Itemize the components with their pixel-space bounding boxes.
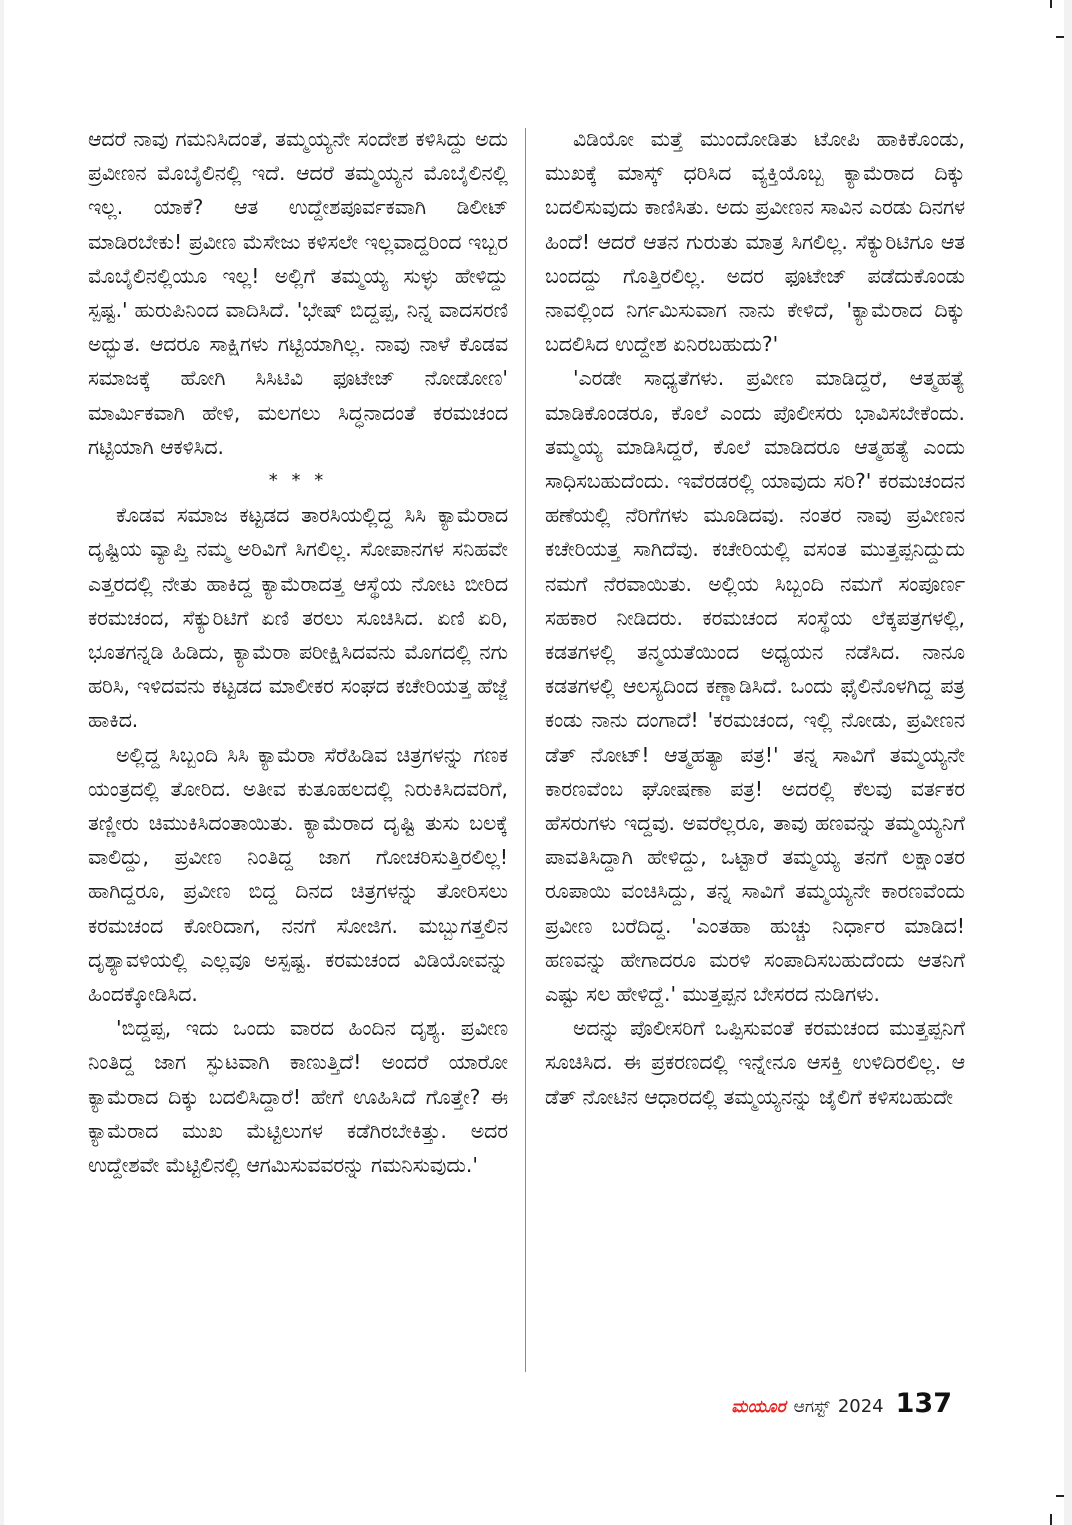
- crop-mark-bottom-right-horizontal: [1056, 1495, 1064, 1497]
- crop-mark-bottom-right-vertical: [1050, 1514, 1052, 1525]
- paragraph: ಆದರೆ ನಾವು ಗಮನಿಸಿದಂತೆ, ತಮ್ಮಯ್ಯನೇ ಸಂದೇಶ ಕಳಿಸಿದ್ದು ಅದು ಪ್ರವೀಣನ ಮೊಬೈಲಿನಲ್ಲಿ ಇದೆ. ಆದರೆ ತಮ್ಮಯ್ಯನ ಮೊಬೈಲಿನಲ್ಲಿ ಇಲ್ಲ. ಯಾಕೆ? ಆತ ಉದ್ದೇಶಪೂರ್ವಕವಾಗಿ ಡಿಲೀಟ್ ಮಾಡಿರಬೇಕು! ಪ್ರವೀಣ ಮೆಸೇಜು ಕಳಿಸಲೇ ಇಲ್ಲವಾದ್ದರಿಂದ ಇಬ್ಬರ ಮೊಬೈಲಿನಲ್ಲಿಯೂ ಇಲ್ಲ! ಅಲ್ಲಿಗೆ ತಮ್ಮಯ್ಯ ಸುಳ್ಳು ಹೇಳಿದ್ದು ಸ್ಪಷ್ಟ.' ಹುರುಪಿನಿಂದ ವಾದಿಸಿದೆ. 'ಭೇಷ್ ಬಿದ್ದಪ್ಪ, ನಿನ್ನ ವಾದಸರಣಿ ಅದ್ಭುತ. ಆದರೂ ಸಾಕ್ಷಿಗಳು ಗಟ್ಟಿಯಾಗಿಲ್ಲ. ನಾವು ನಾಳೆ ಕೊಡವ ಸಮಾಜಕ್ಕೆ ಹೋಗಿ ಸಿಸಿಟಿವಿ ಫೂಟೇಜ್ ನೋಡೋಣ' ಮಾರ್ಮಿಕವಾಗಿ ಹೇಳಿ, ಮಲಗಲು ಸಿದ್ಧನಾದಂತೆ ಕರಮಚಂದ ಗಟ್ಟಿಯಾಗಿ ಆಕಳಿಸಿದ.: [88, 127, 508, 459]
- crop-mark-top-right-vertical: [1050, 0, 1052, 8]
- crop-mark-top-right-horizontal: [1056, 36, 1064, 38]
- paragraph: ಅದನ್ನು ಪೊಲೀಸರಿಗೆ ಒಪ್ಪಿಸುವಂತೆ ಕರಮಚಂದ ಮುತ್ತಪ್ಪನಿಗೆ ಸೂಚಿಸಿದ. ಈ ಪ್ರಕರಣದಲ್ಲಿ ಇನ್ನೇನೂ ಆಸಕ್ತಿ ಉಳಿದಿರಲಿಲ್ಲ. ಆ ಡೆತ್ ನೋಟಿನ ಆಧಾರದಲ್ಲಿ ತಮ್ಮಯ್ಯನನ್ನು ಜೈಲಿಗೆ ಕಳಿಸಬಹುದೇ: [545, 1016, 965, 1109]
- paragraph: 'ಎರಡೇ ಸಾಧ್ಯತೆಗಳು. ಪ್ರವೀಣ ಮಾಡಿದ್ದರೆ, ಆತ್ಮಹತ್ಯೆ ಮಾಡಿಕೊಂಡರೂ, ಕೊಲೆ ಎಂದು ಪೊಲೀಸರು ಭಾವಿಸಬೇಕೆಂದು. ತಮ್ಮಯ್ಯ ಮಾಡಿಸಿದ್ದರೆ, ಕೊಲೆ ಮಾಡಿದರೂ ಆತ್ಮಹತ್ಯೆ ಎಂದು ಸಾಧಿಸಬಹುದೆಂದು. ಇವೆರಡರಲ್ಲಿ ಯಾವುದು ಸರಿ?' ಕರಮಚಂದನ ಹಣೆಯಲ್ಲಿ ನೆರಿಗೆಗಳು ಮೂಡಿದವು. ನಂತರ ನಾವು ಪ್ರವೀಣನ ಕಚೇರಿಯತ್ತ ಸಾಗಿದೆವು. ಕಚೇರಿಯಲ್ಲಿ ವಸಂತ ಮುತ್ತಪ್ಪನಿದ್ದುದು ನಮಗೆ ನೆರವಾಯಿತು. ಅಲ್ಲಿಯ ಸಿಬ್ಬಂದಿ ನಮಗೆ ಸಂಪೂರ್ಣ ಸಹಕಾರ ನೀಡಿದರು. ಕರಮಚಂದ ಸಂಸ್ಥೆಯ ಲೆಕ್ಕಪತ್ರಗಳಲ್ಲಿ, ಕಡತಗಳಲ್ಲಿ ತನ್ಮಯತೆಯಿಂದ ಅಧ್ಯಯನ ನಡೆಸಿದ. ನಾನೂ ಕಡತಗಳಲ್ಲಿ ಆಲಸ್ಯದಿಂದ ಕಣ್ಣಾಡಿಸಿದೆ. ಒಂದು ಫೈಲಿನೊಳಗಿದ್ದ ಪತ್ರ ಕಂಡು ನಾನು ದಂಗಾದೆ! 'ಕರಮಚಂದ, ಇಲ್ಲಿ ನೋಡು, ಪ್ರವೀಣನ ಡೆತ್ ನೋಟ್! ಆತ್ಮಹತ್ಯಾ ಪತ್ರ!' ತನ್ನ ಸಾವಿಗೆ ತಮ್ಮಯ್ಯನೇ ಕಾರಣವೆಂಬ ಘೋಷಣಾ ಪತ್ರ! ಅದರಲ್ಲಿ ಕೆಲವು ವರ್ತಕರ ಹೆಸರುಗಳು ಇದ್ದವು. ಅವರೆಲ್ಲರೂ, ತಾವು ಹಣವನ್ನು ತಮ್ಮಯ್ಯನಿಗೆ ಪಾವತಿಸಿದ್ದಾಗಿ ಹೇಳಿದ್ದು, ಒಟ್ಟಾರೆ ತಮ್ಮಯ್ಯ ತನಗೆ ಲಕ್ಷಾಂತರ ರೂಪಾಯಿ ವಂಚಿಸಿದ್ದು, ತನ್ನ ಸಾವಿಗೆ ತಮ್ಮಯ್ಯನೇ ಕಾರಣವೆಂದು ಪ್ರವೀಣ ಬರೆದಿದ್ದ. 'ಎಂತಹಾ ಹುಚ್ಚು ನಿರ್ಧಾರ ಮಾಡಿದ! ಹಣವನ್ನು ಹೇಗಾದರೂ ಮರಳಿ ಸಂಪಾದಿಸಬಹುದೆಂದು ಆತನಿಗೆ ಎಷ್ಟು ಸಲ ಹೇಳಿದ್ದೆ.' ಮುತ್ತಪ್ಪನ ಬೇಸರದ ನುಡಿಗಳು.: [545, 366, 965, 1007]
- magazine-name: ಮಯೂರ: [731, 1397, 786, 1417]
- paragraph: 'ಬಿದ್ದಪ್ಪ, ಇದು ಒಂದು ವಾರದ ಹಿಂದಿನ ದೃಶ್ಯ. ಪ್ರವೀಣ ನಿಂತಿದ್ದ ಜಾಗ ಸ್ಫುಟವಾಗಿ ಕಾಣುತ್ತಿದೆ! ಅಂದರೆ ಯಾರೋ ಕ್ಯಾಮೆರಾದ ದಿಕ್ಕು ಬದಲಿಸಿದ್ದಾರೆ! ಹೇಗೆ ಊಹಿಸಿದೆ ಗೊತ್ತೇ? ಈ ಕ್ಯಾಮೆರಾದ ಮುಖ ಮೆಟ್ಟಿಲುಗಳ ಕಡೆಗಿರಬೇಕಿತ್ತು. ಅದರ ಉದ್ದೇಶವೇ ಮೆಟ್ಟಿಲಿನಲ್ಲಿ ಆಗಮಿಸುವವರನ್ನು ಗಮನಿಸುವುದು.': [88, 1016, 508, 1178]
- left-text-column: [88, 122, 508, 1182]
- page-number: 137: [895, 1388, 952, 1419]
- issue-month: ಆಗಸ್ಟ್: [793, 1397, 830, 1417]
- section-separator: * * *: [268, 470, 328, 492]
- issue-year: 2024: [837, 1396, 884, 1417]
- page-footer: [731, 1388, 952, 1419]
- right-text-column: [545, 122, 965, 1114]
- magazine-page: [4, 0, 1064, 1525]
- paragraph: ಕೊಡವ ಸಮಾಜ ಕಟ್ಟಡದ ತಾರಸಿಯಲ್ಲಿದ್ದ ಸಿಸಿ ಕ್ಯಾಮೆರಾದ ದೃಷ್ಟಿಯ ವ್ಯಾಪ್ತಿ ನಮ್ಮ ಅರಿವಿಗೆ ಸಿಗಲಿಲ್ಲ. ಸೋಪಾನಗಳ ಸನಿಹವೇ ಎತ್ತರದಲ್ಲಿ ನೇತು ಹಾಕಿದ್ದ ಕ್ಯಾಮೆರಾದತ್ತ ಆಸ್ಥೆಯ ನೋಟ ಬೀರಿದ ಕರಮಚಂದ, ಸೆಕ್ಯುರಿಟಿಗೆ ಏಣಿ ತರಲು ಸೂಚಿಸಿದ. ಏಣಿ ಏರಿ, ಭೂತಗನ್ನಡಿ ಹಿಡಿದು, ಕ್ಯಾಮೆರಾ ಪರೀಕ್ಷಿಸಿದವನು ಮೊಗದಲ್ಲಿ ನಗು ಹರಿಸಿ, ಇಳಿದವನು ಕಟ್ಟಡದ ಮಾಲೀಕರ ಸಂಘದ ಕಚೇರಿಯತ್ತ ಹೆಜ್ಜೆ ಹಾಕಿದ.: [88, 503, 508, 733]
- paragraph: ವಿಡಿಯೋ ಮತ್ತೆ ಮುಂದೋಡಿತು ಟೋಪಿ ಹಾಕಿಕೊಂಡು, ಮುಖಕ್ಕೆ ಮಾಸ್ಕ್ ಧರಿಸಿದ ವ್ಯಕ್ತಿಯೊಬ್ಬ ಕ್ಯಾಮೆರಾದ ದಿಕ್ಕು ಬದಲಿಸುವುದು ಕಾಣಿಸಿತು. ಅದು ಪ್ರವೀಣನ ಸಾವಿನ ಎರಡು ದಿನಗಳ ಹಿಂದೆ! ಆದರೆ ಆತನ ಗುರುತು ಮಾತ್ರ ಸಿಗಲಿಲ್ಲ. ಸೆಕ್ಯುರಿಟಿಗೂ ಆತ ಬಂದದ್ದು ಗೊತ್ತಿರಲಿಲ್ಲ. ಅದರ ಫೂಟೇಜ್ ಪಡೆದುಕೊಂಡು ನಾವಲ್ಲಿಂದ ನಿರ್ಗಮಿಸುವಾಗ ನಾನು ಕೇಳಿದೆ, 'ಕ್ಯಾಮೆರಾದ ದಿಕ್ಕು ಬದಲಿಸಿದ ಉದ್ದೇಶ ಏನಿರಬಹುದು?': [545, 127, 965, 357]
- paragraph: ಅಲ್ಲಿದ್ದ ಸಿಬ್ಬಂದಿ ಸಿಸಿ ಕ್ಯಾಮೆರಾ ಸೆರೆಹಿಡಿವ ಚಿತ್ರಗಳನ್ನು ಗಣಕ ಯಂತ್ರದಲ್ಲಿ ತೋರಿದ. ಅತೀವ ಕುತೂಹಲದಲ್ಲಿ ನಿರುಕಿಸಿದವರಿಗೆ, ತಣ್ಣೀರು ಚಿಮುಕಿಸಿದಂತಾಯಿತು. ಕ್ಯಾಮೆರಾದ ದೃಷ್ಟಿ ತುಸು ಬಲಕ್ಕೆ ವಾಲಿದ್ದು, ಪ್ರವೀಣ ನಿಂತಿದ್ದ ಜಾಗ ಗೋಚರಿಸುತ್ತಿರಲಿಲ್ಲ! ಹಾಗಿದ್ದರೂ, ಪ್ರವೀಣ ಬಿದ್ದ ದಿನದ ಚಿತ್ರಗಳನ್ನು ತೋರಿಸಲು ಕರಮಚಂದ ಕೋರಿದಾಗ, ನನಗೆ ಸೋಜಿಗ. ಮಬ್ಬುಗತ್ತಲಿನ ದೃಶ್ಯಾವಳಿಯಲ್ಲಿ ಎಲ್ಲವೂ ಅಸ್ಪಷ್ಟ. ಕರಮಚಂದ ವಿಡಿಯೋವನ್ನು ಹಿಂದಕ್ಕೋಡಿಸಿದ.: [88, 742, 508, 1007]
- column-divider: [525, 128, 526, 1372]
